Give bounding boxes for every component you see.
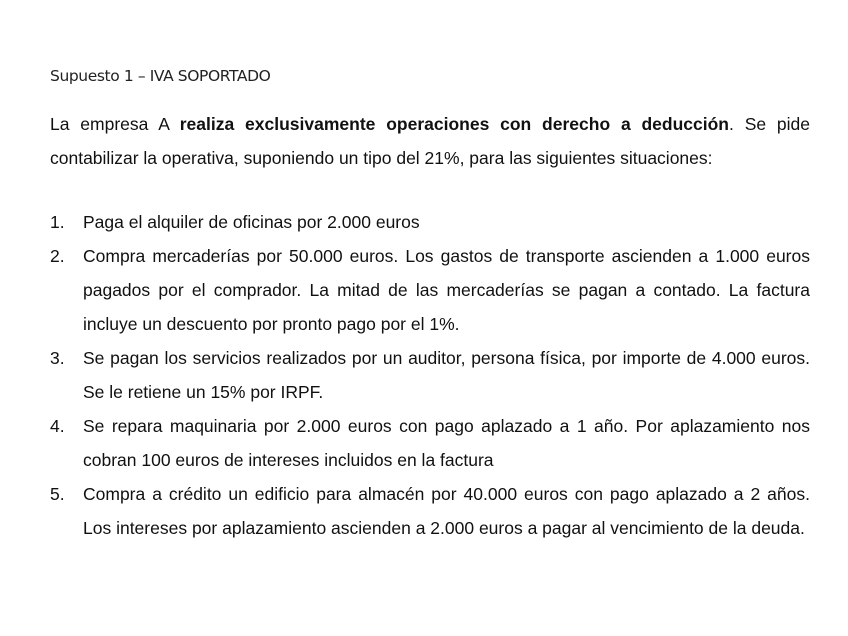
intro-text-bold: realiza exclusivamente operaciones con derecho a deducción — [179, 114, 730, 134]
list-item-number: 2. — [50, 246, 65, 266]
document-heading: Supuesto 1 – IVA SOPORTADO — [50, 67, 271, 85]
list-item — [50, 205, 810, 239]
list-item — [50, 477, 810, 545]
intro-paragraph — [50, 107, 810, 175]
intro-text-before: La empresa A — [50, 114, 180, 134]
situations-list — [50, 205, 810, 545]
list-item-number: 4. — [50, 416, 65, 436]
list-item-text: Se repara maquinaria por 2.000 euros con pago aplazado a 1 año. Por aplazamiento nos cobran 100 euros de intereses incluidos en la factura — [83, 416, 810, 470]
intro-text-after: . Se pide contabilizar la operativa, suponiendo un tipo del 21%, para las siguientes situaciones: — [50, 114, 810, 168]
list-item-text: Compra mercaderías por 50.000 euros. Los gastos de transporte ascienden a 1.000 euros pagados por el comprador. La mitad de las mercaderías se pagan a contado. La factura incluye un descuento por pronto pago por el 1%. — [83, 246, 810, 334]
list-item-number: 3. — [50, 348, 65, 368]
list-item — [50, 409, 810, 477]
list-item — [50, 341, 810, 409]
list-item — [50, 239, 810, 341]
list-item-text: Paga el alquiler de oficinas por 2.000 euros — [83, 212, 420, 232]
list-item-text: Se pagan los servicios realizados por un auditor, persona física, por importe de 4.000 euros. Se le retiene un 15% por IRPF. — [83, 348, 810, 402]
list-item-number: 1. — [50, 212, 65, 232]
list-item-text: Compra a crédito un edificio para almacén por 40.000 euros con pago aplazado a 2 años. Los intereses por aplazamiento ascienden a 2.000 euros a pagar al vencimiento de la deuda. — [83, 484, 810, 538]
list-item-number: 5. — [50, 484, 65, 504]
